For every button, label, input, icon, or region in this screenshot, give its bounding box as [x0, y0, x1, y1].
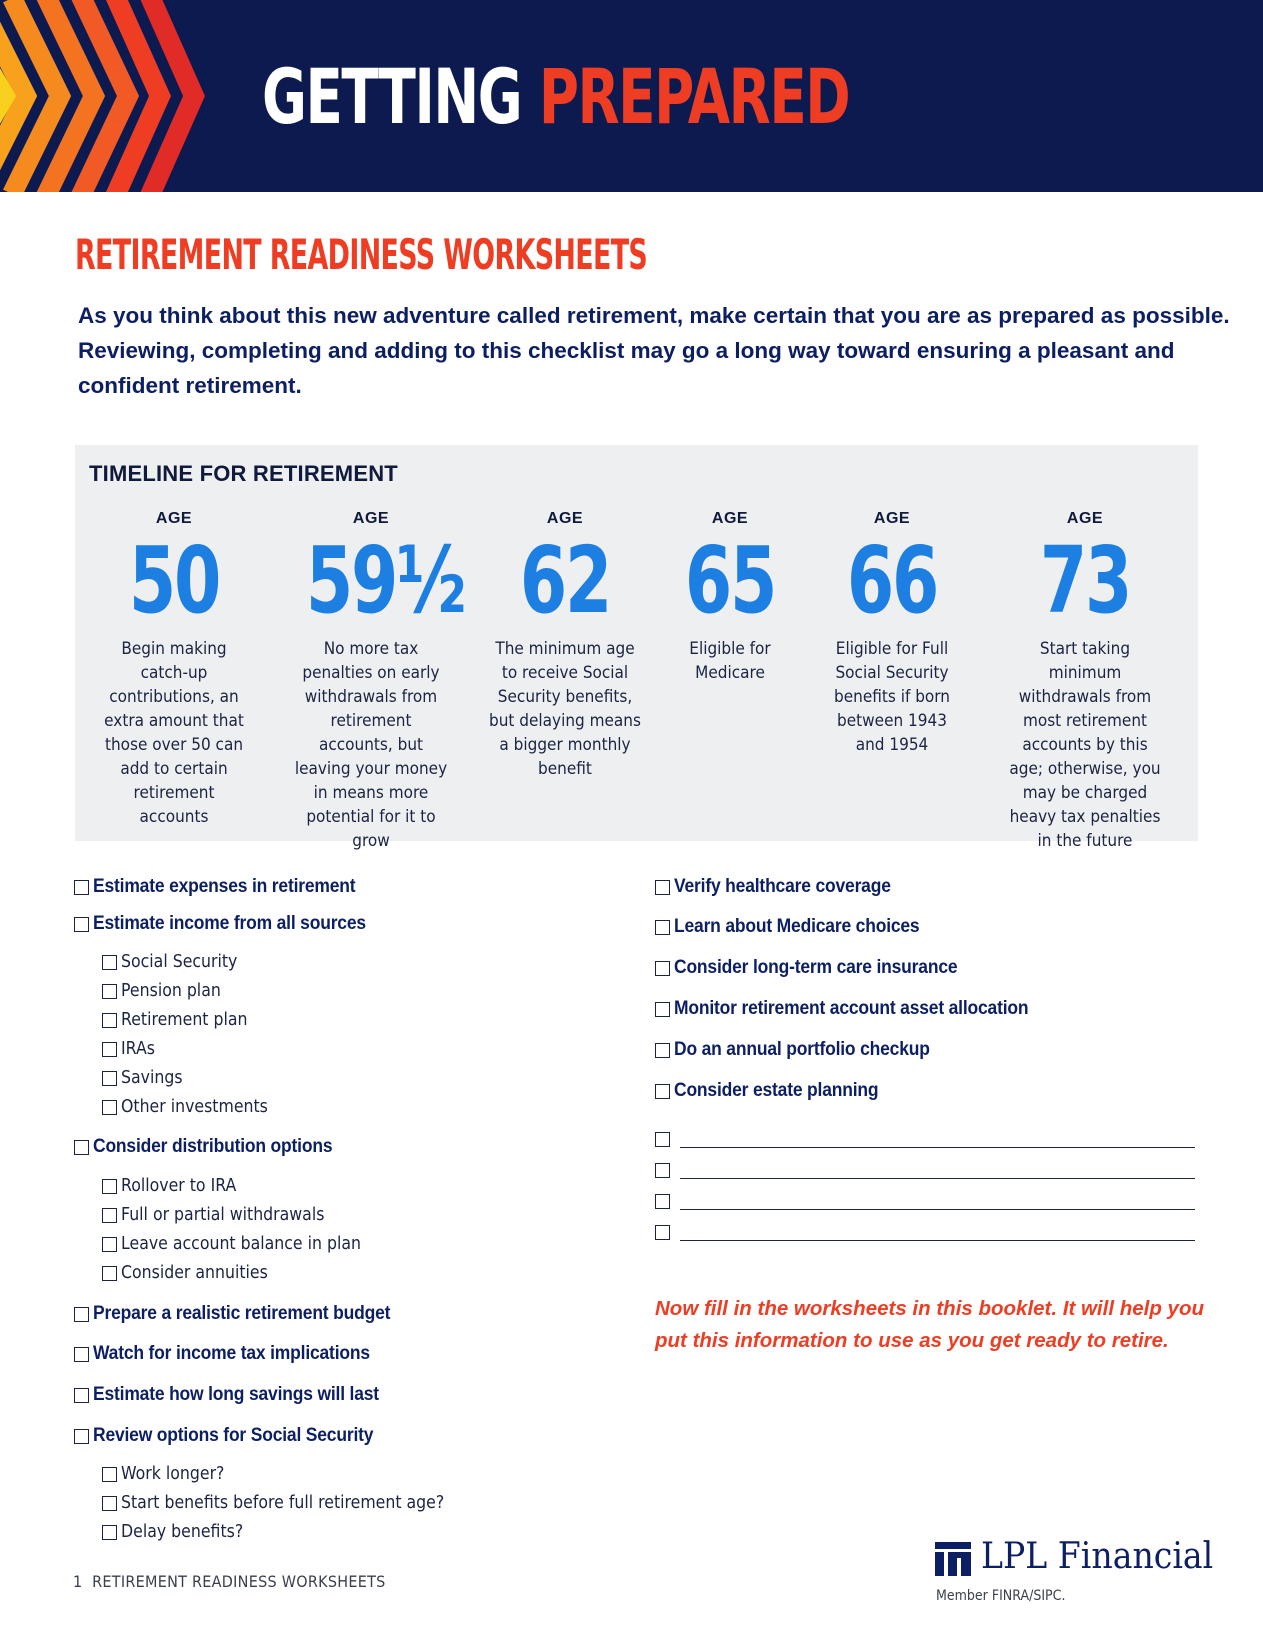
checkbox[interactable]: [74, 1347, 89, 1362]
checklist-subitem-label: Work longer?: [121, 1464, 225, 1484]
checkbox[interactable]: [655, 1043, 670, 1058]
checklist-subitem[interactable]: [102, 1234, 388, 1254]
timeline-milestone: [665, 507, 795, 685]
checkbox[interactable]: [655, 1084, 670, 1099]
checklist-item-label: Consider distribution options: [93, 1136, 333, 1157]
checkbox[interactable]: [655, 1194, 670, 1209]
checkbox[interactable]: [102, 1496, 117, 1511]
timeline-milestone: [283, 507, 465, 853]
milestone-description: No more tax penalties on early withdrawals from retirement accounts, but leaving your money in means more potential for it to grow: [294, 639, 448, 851]
checklist-item[interactable]: [655, 957, 982, 979]
logo-name: LPL Financial: [981, 1536, 1214, 1577]
checkbox[interactable]: [102, 1525, 117, 1540]
checklist-item[interactable]: [74, 876, 378, 898]
banner-title: [262, 52, 849, 142]
checkbox[interactable]: [655, 920, 670, 935]
chevron-arrows-icon: [0, 0, 240, 192]
checklist-subitem[interactable]: [102, 1097, 284, 1117]
checkbox[interactable]: [102, 1042, 117, 1057]
blank-checklist-item[interactable]: [655, 1224, 1195, 1241]
checklist-subitem[interactable]: [102, 1464, 236, 1484]
checklist-item[interactable]: [74, 1136, 353, 1158]
blank-checklist-item[interactable]: [655, 1193, 1195, 1210]
milestone-age-label: AGE: [1066, 510, 1104, 527]
milestone-description: Start taking minimum withdrawals from most retirement accounts by this age; otherwise, you may be charged heavy tax penalties in the future: [1009, 639, 1161, 851]
page-footer: [73, 1572, 386, 1591]
checklist-subitem-label: Consider annuities: [121, 1263, 268, 1283]
milestone-age: 59½: [305, 527, 465, 634]
blank-write-in-line[interactable]: [680, 1162, 1195, 1179]
checklist-item-label: Verify healthcare coverage: [674, 876, 891, 897]
checkbox[interactable]: [102, 984, 117, 999]
timeline-title: TIMELINE FOR RETIREMENT: [89, 461, 398, 486]
checklist-item[interactable]: [655, 998, 1059, 1020]
checkbox[interactable]: [655, 961, 670, 976]
checkbox[interactable]: [74, 880, 89, 895]
checkbox[interactable]: [655, 1163, 670, 1178]
checklist-item-label: Watch for income tax implications: [93, 1343, 370, 1364]
checklist-item-label: Consider long-term care insurance: [674, 957, 958, 978]
checkbox[interactable]: [102, 1237, 117, 1252]
checklist-subitem-label: Pension plan: [121, 981, 221, 1001]
blank-write-in-line[interactable]: [680, 1193, 1195, 1210]
checklist-subitem[interactable]: [102, 1039, 159, 1059]
checklist-subitem[interactable]: [102, 1522, 257, 1542]
milestone-description: The minimum age to receive Social Security benefits, but delaying means a bigger monthly benefit: [489, 639, 641, 779]
milestone-age: 50: [128, 527, 220, 634]
timeline-milestone: [821, 507, 963, 757]
checklist-item[interactable]: [74, 913, 390, 935]
checklist-subitem[interactable]: [102, 1205, 347, 1225]
milestone-age-label: AGE: [155, 510, 193, 527]
checklist-item-label: Consider estate planning: [674, 1080, 879, 1101]
checkbox[interactable]: [655, 1225, 670, 1240]
checklist-subitem[interactable]: [102, 1263, 284, 1283]
milestone-description: Eligible for Medicare: [689, 639, 771, 683]
footer-label: RETIREMENT READINESS WORKSHEETS: [92, 1572, 386, 1591]
checkbox[interactable]: [74, 1307, 89, 1322]
checkbox[interactable]: [74, 1429, 89, 1444]
checklist-subitem-label: Social Security: [121, 952, 238, 972]
checklist-item[interactable]: [655, 916, 941, 938]
blank-checklist-item[interactable]: [655, 1131, 1195, 1148]
checklist-subitem[interactable]: [102, 1068, 189, 1088]
timeline-panel: [75, 445, 1198, 851]
checklist-item[interactable]: [655, 876, 910, 898]
checkbox[interactable]: [102, 1100, 117, 1115]
lpl-logo: [935, 1536, 1214, 1610]
milestone-age: 66: [846, 527, 938, 634]
checkbox[interactable]: [102, 1179, 117, 1194]
checkbox[interactable]: [102, 1071, 117, 1086]
checklist-item-label: Estimate income from all sources: [93, 913, 366, 934]
intro-paragraph: As you think about this new adventure called retirement, make certain that you are as prepared as possible. Reviewing, completing and adding to this checklist may go a long way toward ensuring a pleasant and confident retirement.: [78, 303, 1230, 398]
logo-member-note: Member FINRA/SIPC.: [936, 1588, 1066, 1604]
checkbox[interactable]: [102, 1013, 117, 1028]
checklist-item-label: Monitor retirement account asset allocation: [674, 998, 1029, 1019]
checklist-subitem-label: Full or partial withdrawals: [121, 1205, 325, 1225]
checklist-subitem-label: Delay benefits?: [121, 1522, 244, 1542]
milestone-age-label: AGE: [873, 510, 911, 527]
checklist-item-label: Do an annual portfolio checkup: [674, 1039, 930, 1060]
checklist-subitem-label: Savings: [121, 1068, 183, 1088]
header-banner: [0, 0, 1263, 192]
milestone-description: Begin making catch-up contributions, an extra amount that those over 50 can add to certain retirement accounts: [104, 639, 244, 827]
closing-note: Now fill in the worksheets in this booklet. It will help you put this information to use as you get ready to retire.: [655, 1297, 1204, 1352]
checklist-subitem[interactable]: [102, 981, 232, 1001]
banner-title-word-2: PREPARED: [538, 52, 850, 141]
checklist-item[interactable]: [655, 1080, 896, 1102]
checklist-item-label: Estimate expenses in retirement: [93, 876, 356, 897]
milestone-description: Eligible for Full Social Security benefits if born between 1943 and 1954: [833, 639, 950, 755]
milestone-age: 65: [684, 527, 776, 634]
checklist-item-label: Prepare a realistic retirement budget: [93, 1303, 391, 1324]
checkbox[interactable]: [102, 1467, 117, 1482]
checklist-subitem[interactable]: [102, 1493, 480, 1513]
checkbox[interactable]: [102, 1208, 117, 1223]
checklist-item[interactable]: [74, 1343, 394, 1365]
banner-title-word-1: GETTING: [262, 52, 522, 141]
blank-write-in-line[interactable]: [680, 1224, 1195, 1241]
checklist-item[interactable]: [74, 1303, 416, 1325]
checkbox[interactable]: [655, 880, 670, 895]
checklist-item[interactable]: [655, 1039, 952, 1061]
timeline-milestone: [89, 507, 259, 829]
checkbox[interactable]: [74, 1388, 89, 1403]
blank-checklist-item[interactable]: [655, 1162, 1195, 1179]
checklist-subitem-label: Rollover to IRA: [121, 1176, 237, 1196]
checkbox[interactable]: [655, 1002, 670, 1017]
checkbox[interactable]: [102, 955, 117, 970]
page-number: 1: [73, 1572, 83, 1591]
timeline-milestone: [480, 507, 650, 781]
checklist-subitem[interactable]: [102, 952, 250, 972]
section-title: RETIREMENT READINESS WORKSHEETS: [75, 230, 648, 279]
milestone-age: 73: [1039, 527, 1131, 634]
checklist-item-label: Review options for Social Security: [93, 1425, 374, 1446]
milestone-age: 62: [519, 527, 611, 634]
checklist-item-label: Estimate how long savings will last: [93, 1384, 379, 1405]
milestone-age-label: AGE: [546, 510, 584, 527]
lpl-logo-mark-icon: [935, 1542, 973, 1578]
checklist-subitem-label: Other investments: [121, 1097, 268, 1117]
checklist-item[interactable]: [74, 1425, 398, 1447]
checkbox[interactable]: [102, 1266, 117, 1281]
checkbox[interactable]: [655, 1132, 670, 1147]
milestone-age-label: AGE: [352, 510, 390, 527]
checklist-subitem-label: Leave account balance in plan: [121, 1234, 362, 1254]
milestone-age-label: AGE: [711, 510, 749, 527]
blank-write-in-line[interactable]: [680, 1131, 1195, 1148]
checklist-subitem-label: Start benefits before full retirement age?: [121, 1493, 445, 1513]
checklist-item[interactable]: [74, 1384, 404, 1406]
timeline-milestone: [997, 507, 1173, 853]
checklist-subitem-label: Retirement plan: [121, 1010, 248, 1030]
checklist-subitem-label: IRAs: [121, 1039, 155, 1059]
checklist-subitem[interactable]: [102, 1010, 262, 1030]
checkbox[interactable]: [74, 917, 89, 932]
checklist-subitem[interactable]: [102, 1176, 249, 1196]
checkbox[interactable]: [74, 1140, 89, 1155]
checklist-item-label: Learn about Medicare choices: [674, 916, 920, 937]
